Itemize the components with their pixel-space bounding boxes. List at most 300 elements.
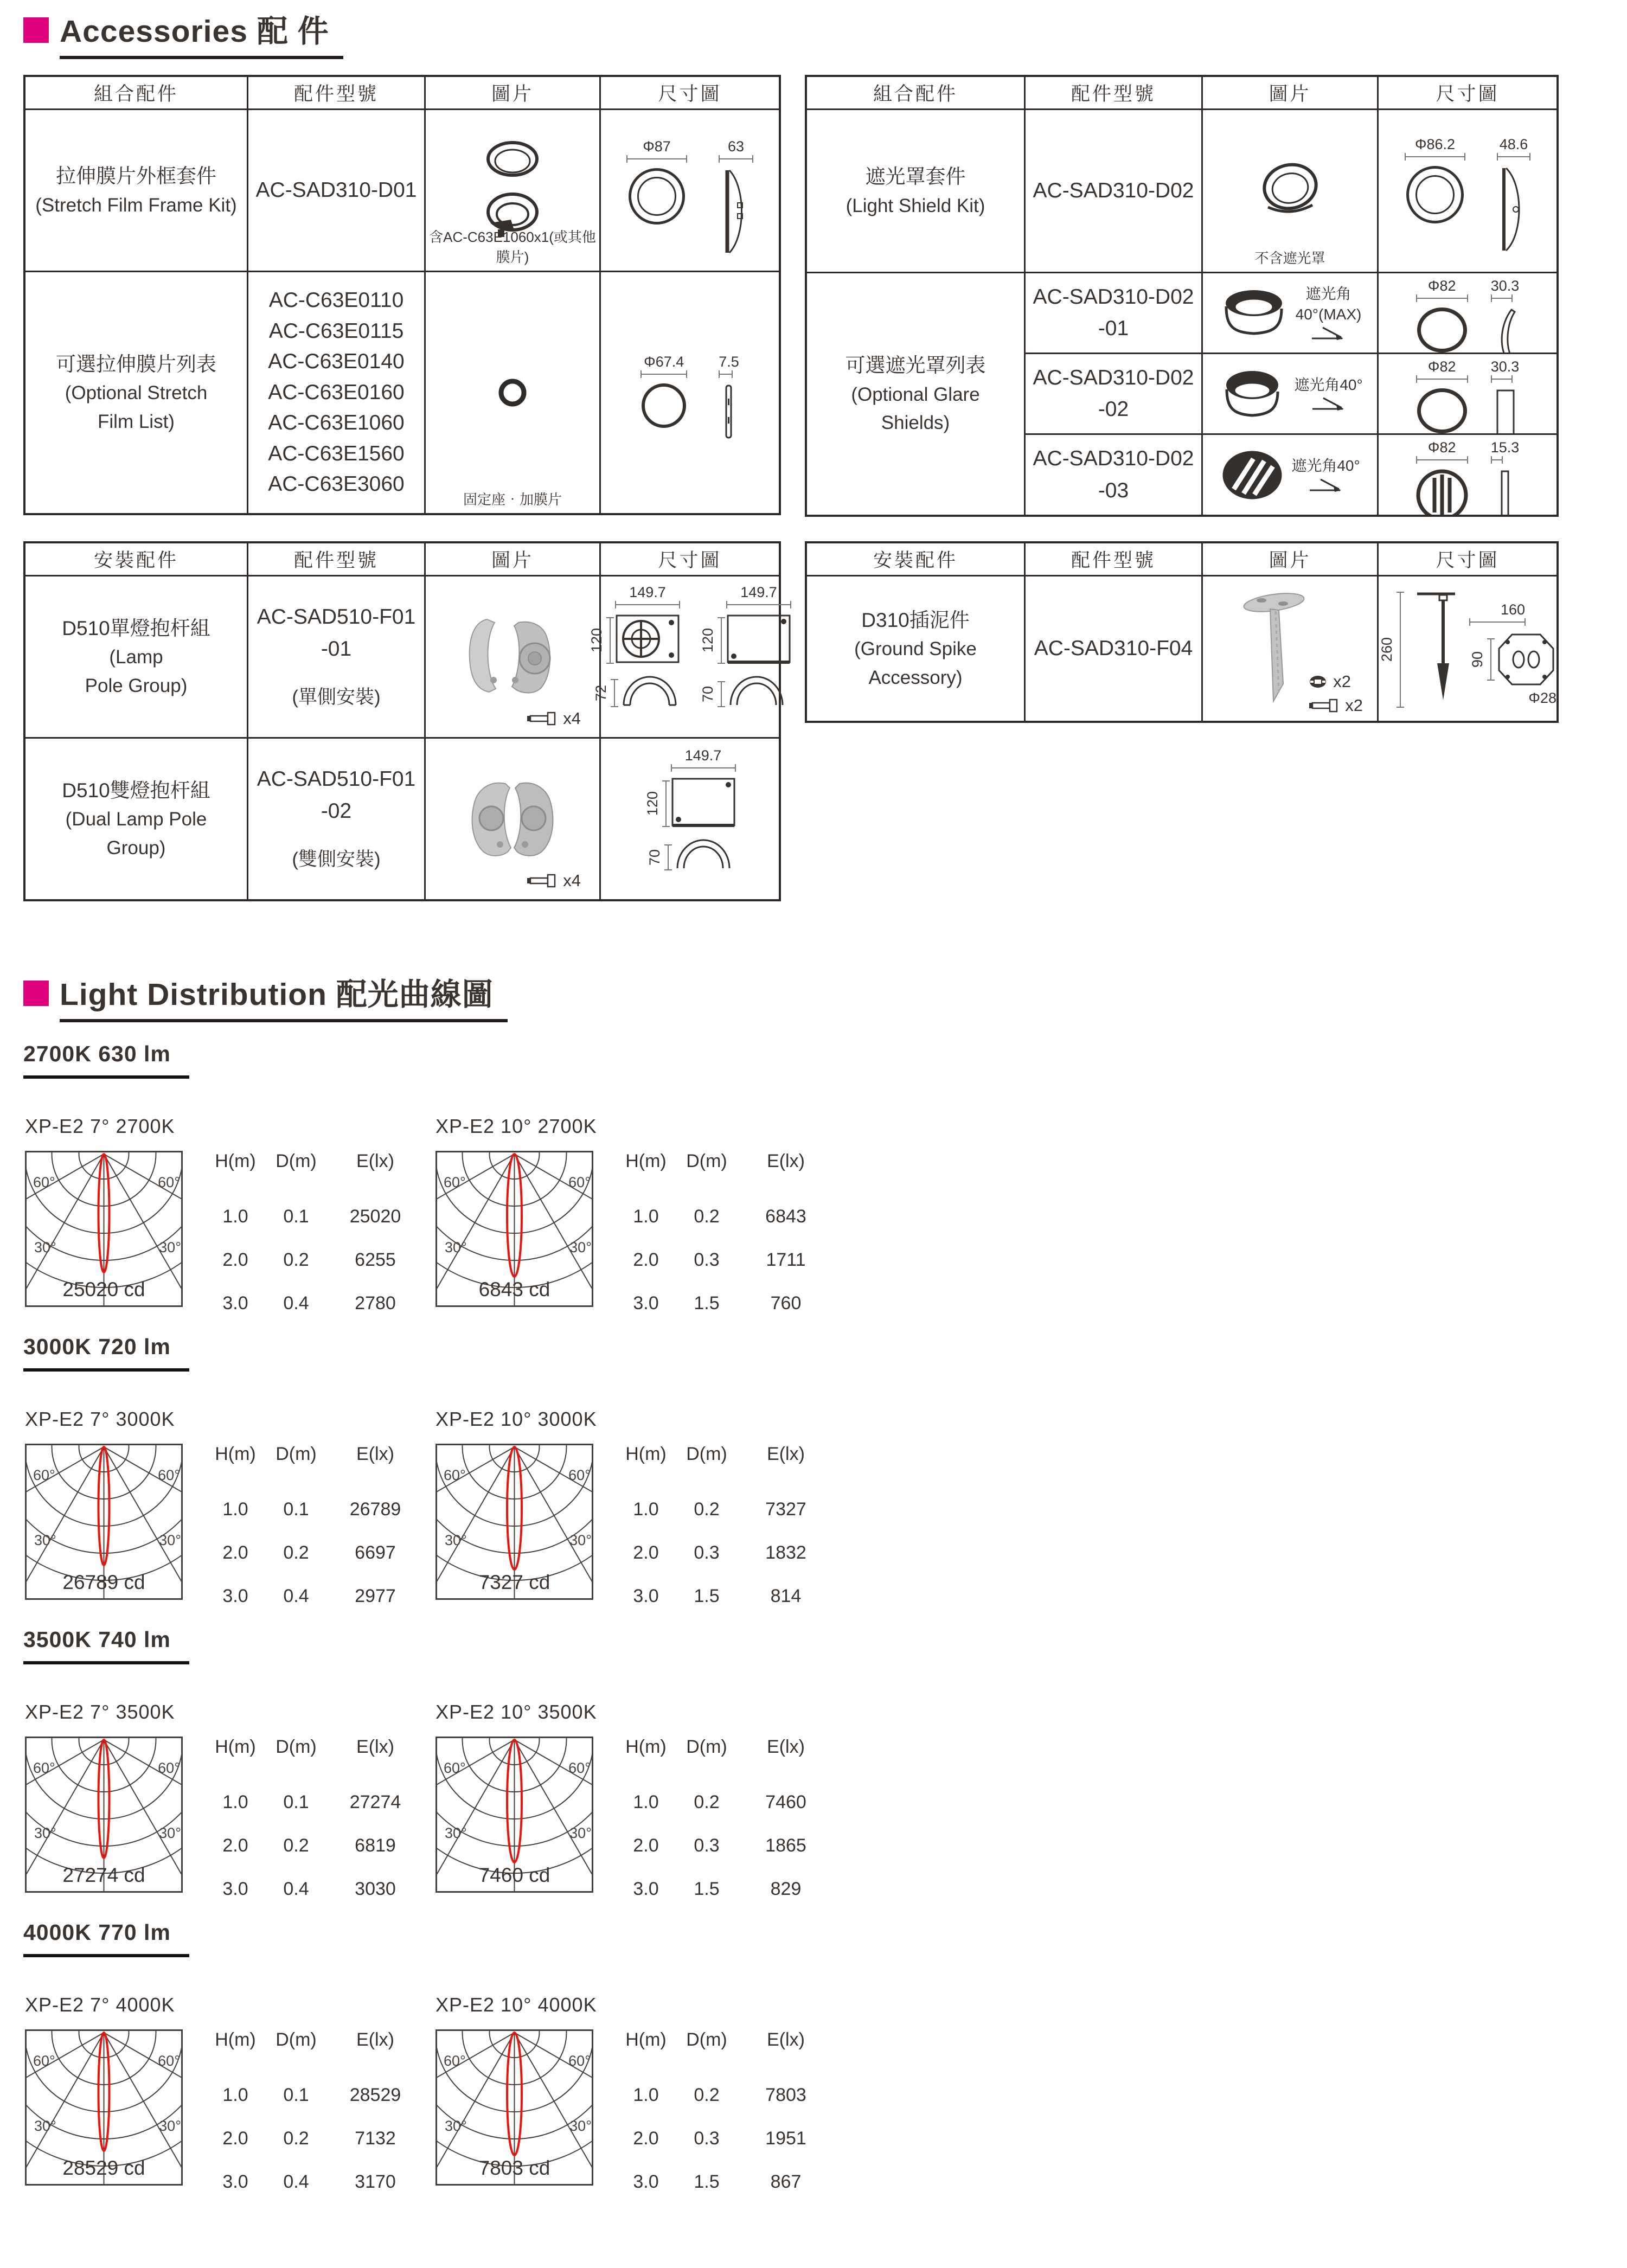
lux-table	[205, 1444, 437, 1668]
model-suffix: -02	[1098, 398, 1129, 421]
model-cell	[1026, 354, 1201, 433]
front-view-dim	[1416, 358, 1468, 433]
lux-value: 1865	[765, 1835, 806, 1856]
photo-note: 固定座‧加膜片	[463, 491, 562, 508]
lux-col-header: D(m)	[276, 2029, 317, 2050]
lux-value: 6819	[355, 1835, 396, 1856]
dim-label: 120	[644, 791, 661, 816]
dim-label: 260	[1379, 637, 1395, 662]
lux-table-row	[616, 1293, 848, 1314]
dim-label: 70	[646, 849, 663, 866]
model-number: AC-SAD310-D02	[1033, 366, 1194, 389]
lux-value: 0.2	[283, 1542, 309, 1563]
lux-table-header	[616, 1737, 848, 1758]
screw-qty	[1308, 696, 1363, 715]
qty-label: x2	[1333, 672, 1351, 691]
dims-cell	[1379, 110, 1556, 272]
accessory-name-en: Film List)	[98, 411, 175, 432]
lux-col-header: E(lx)	[767, 2029, 805, 2050]
lux-value: 3.0	[633, 2171, 659, 2192]
dims-cell	[1379, 273, 1556, 353]
photo-cell	[1203, 435, 1377, 515]
peak-candela-label: 7327 cd	[478, 1571, 550, 1593]
lux-col-header: E(lx)	[356, 1444, 394, 1464]
peak-candela-label: 26789 cd	[62, 1571, 145, 1593]
light-title-zh: 配光曲線圖	[336, 977, 494, 1012]
arc-profile-dim	[593, 674, 680, 707]
model-cell	[248, 739, 424, 899]
lux-table-header	[616, 2029, 848, 2051]
lux-value: 2.0	[222, 2128, 248, 2149]
lux-col-header: H(m)	[625, 2029, 667, 2050]
lux-col-header: D(m)	[276, 1151, 317, 1171]
polar-chart	[435, 1444, 593, 1600]
accessory-name-zh: 可選拉伸膜片列表	[56, 353, 216, 375]
front-view-dim	[1416, 439, 1468, 515]
dim-label: Φ82	[1427, 278, 1456, 294]
peak-candela-label: 7460 cd	[478, 1864, 550, 1886]
lux-value: 2780	[355, 1293, 396, 1314]
front-view-drawing	[1417, 388, 1467, 433]
lux-value: 1951	[765, 2128, 806, 2149]
dim-label: 149.7	[629, 584, 666, 600]
peak-candela-label: 28529 cd	[62, 2157, 145, 2179]
accessories-title-zh: 配 件	[257, 14, 329, 49]
lux-value: 1.0	[222, 1792, 248, 1812]
model-number: AC-SAD310-D02	[1033, 285, 1194, 309]
chart-title: XP-E2 7° 3000K	[25, 1408, 175, 1430]
lux-col-header: H(m)	[625, 1151, 667, 1171]
dim-label: 70	[700, 685, 716, 703]
qty-label: x4	[563, 871, 581, 890]
clamp-photo	[456, 611, 569, 703]
lux-value: 0.2	[283, 1835, 309, 1856]
lux-col-header: E(lx)	[767, 1151, 805, 1171]
lux-value: 1.0	[222, 2085, 248, 2105]
lux-table-header	[205, 1737, 437, 1758]
accessory-name-en: Group)	[106, 837, 166, 858]
lux-table-row	[205, 1293, 437, 1314]
qty-label: x2	[1345, 696, 1363, 715]
angle-label: 60°	[568, 1467, 591, 1483]
lux-table-row	[616, 1879, 848, 1900]
peak-candela-label: 7803 cd	[478, 2157, 550, 2179]
lux-value: 1.5	[694, 2171, 720, 2192]
nut-icon	[1308, 675, 1328, 689]
side-view-dim	[719, 138, 753, 271]
lux-value: 27274	[349, 1792, 401, 1812]
lux-value: 0.4	[283, 1293, 309, 1314]
lux-value: 0.2	[694, 1499, 720, 1520]
arc-profile-drawing	[619, 674, 680, 707]
side-view-dim	[1497, 136, 1530, 272]
accent-square-icon	[23, 17, 49, 43]
lux-value: 0.3	[694, 1835, 720, 1856]
column-header: 尺寸圖	[601, 77, 779, 108]
lux-value: 2.0	[222, 1835, 248, 1856]
column-header: 組合配件	[807, 77, 1024, 108]
lux-value: 814	[770, 1586, 802, 1606]
front-view-dim	[1405, 136, 1465, 272]
side-view-dim	[1491, 358, 1520, 433]
light-chart-unit	[435, 1115, 848, 1375]
front-view-drawing	[1406, 166, 1464, 223]
model-cell	[248, 110, 424, 271]
angle-label: 30°	[445, 1825, 467, 1841]
angle-label: 60°	[568, 1760, 591, 1776]
screw-qty	[526, 871, 581, 890]
lux-value: 0.2	[694, 1792, 720, 1812]
accessory-name-en: (Dual Lamp Pole	[65, 809, 207, 830]
model-number: AC-SAD310-D02	[1033, 447, 1194, 470]
front-view-dim	[1416, 278, 1468, 353]
qty-label: x4	[563, 709, 581, 728]
dim-label: Φ67.4	[644, 354, 684, 370]
lux-value: 2.0	[222, 1250, 248, 1270]
lux-value: 0.1	[283, 1499, 309, 1520]
accessory-name-cell	[807, 576, 1024, 721]
arc-profile-dim	[646, 837, 734, 870]
dim-label: Φ82	[1427, 358, 1456, 375]
angle-label: 30°	[569, 2118, 592, 2134]
lux-table-row	[205, 1206, 437, 1227]
accessory-name-cell	[25, 576, 247, 737]
angle-label: 30°	[34, 1825, 56, 1841]
top-view-dim	[700, 584, 791, 664]
lux-value: 7327	[765, 1499, 806, 1520]
lux-value: 6255	[355, 1250, 396, 1270]
column-header: 組合配件	[25, 77, 247, 108]
angle-label: 60°	[33, 1467, 55, 1483]
dims-cell	[1379, 435, 1556, 515]
model-number: AC-C63E1560	[268, 441, 405, 465]
lux-table	[205, 1151, 437, 1375]
model-number: AC-C63E0110	[268, 289, 404, 312]
lux-value: 0.3	[694, 1250, 720, 1270]
lux-value: 0.4	[283, 1586, 309, 1606]
lux-table-row	[616, 1206, 848, 1227]
lux-value: 1711	[766, 1250, 806, 1270]
dim-label: Φ86.2	[1414, 136, 1456, 152]
model-suffix: -02	[321, 799, 352, 823]
front-view-dim	[626, 138, 687, 271]
lux-value: 1.5	[694, 1293, 720, 1314]
lux-col-header: D(m)	[276, 1737, 317, 1757]
arc-profile-drawing	[673, 837, 734, 870]
polar-chart	[25, 1151, 183, 1307]
polar-chart	[435, 2029, 593, 2186]
lux-table-row	[205, 1586, 437, 1607]
lux-value: 0.2	[283, 2128, 309, 2149]
lux-table-header	[616, 1444, 848, 1465]
dim-label: 120	[588, 628, 605, 653]
lux-value: 867	[770, 2171, 802, 2192]
light-chart-unit	[25, 1994, 437, 2254]
column-header: 尺寸圖	[1379, 77, 1556, 108]
accessory-name-en: Shields)	[881, 412, 950, 434]
lux-col-header: E(lx)	[356, 2029, 394, 2050]
screw-icon	[1308, 697, 1340, 714]
lux-value: 3.0	[222, 2171, 248, 2192]
lux-table	[205, 2029, 437, 2254]
dim-label: 7.5	[719, 354, 739, 370]
lux-table-row	[616, 1835, 848, 1856]
photo-cell	[1203, 110, 1377, 272]
clamp-top-drawing	[615, 614, 680, 664]
screw-icon	[526, 710, 558, 727]
column-header: 圖片	[426, 77, 599, 108]
accessory-name-zh: 遮光罩套件	[865, 165, 966, 188]
film-ring-photo	[497, 377, 528, 408]
accessory-name-en: Accessory)	[868, 667, 963, 688]
front-view-drawing	[642, 383, 686, 428]
lux-value: 0.2	[694, 1206, 720, 1227]
side-view-drawing	[1493, 307, 1517, 353]
cct-heading: 3000K 720 lm	[23, 1334, 189, 1372]
angle-label: 60°	[158, 1760, 180, 1776]
arc-profile-dim	[700, 674, 787, 707]
model-number: AC-SAD510-F01	[257, 605, 416, 629]
side-view-drawing	[723, 168, 749, 255]
accessory-name-en: (Lamp	[109, 646, 163, 668]
glare-shield-photo-02	[1217, 368, 1287, 420]
lux-value: 1.0	[633, 1206, 659, 1227]
angle-arrow-icon	[1311, 396, 1346, 412]
angle-label: 60°	[444, 2053, 466, 2069]
dims-cell	[588, 576, 779, 737]
lux-col-header: D(m)	[686, 2029, 727, 2050]
lux-value: 3.0	[633, 1879, 659, 1899]
dims-cell	[1379, 576, 1556, 721]
dims-cell	[601, 272, 779, 513]
lux-table-header	[616, 1151, 848, 1172]
lux-col-header: H(m)	[625, 1737, 667, 1757]
lux-col-header: E(lx)	[356, 1737, 394, 1757]
angle-label: 60°	[33, 1760, 55, 1776]
light-chart-unit	[435, 1408, 848, 1668]
lux-col-header: H(m)	[625, 1444, 667, 1464]
accessories-title-en: Accessories	[60, 14, 248, 49]
lux-value: 1.0	[633, 1792, 659, 1812]
angle-label: 60°	[158, 2053, 180, 2069]
lux-table-row	[616, 1250, 848, 1271]
dims-cell	[601, 739, 779, 899]
lux-table	[205, 1737, 437, 1961]
lux-table-row	[616, 1499, 848, 1520]
lux-table-row	[616, 2171, 848, 2193]
lux-value: 0.4	[283, 2171, 309, 2192]
cct-heading: 3500K 740 lm	[23, 1627, 189, 1664]
lux-col-header: H(m)	[215, 2029, 256, 2050]
shading-angle-text: 遮光角40°	[1294, 376, 1363, 393]
lux-table-row	[205, 1250, 437, 1271]
column-header: 尺寸圖	[601, 543, 779, 575]
light-chart-unit	[435, 1701, 848, 1961]
lux-col-header: H(m)	[215, 1444, 256, 1464]
lux-value: 0.1	[283, 2085, 309, 2105]
photo-cell	[426, 272, 599, 513]
model-cell	[1026, 435, 1201, 515]
accent-square-icon	[23, 981, 49, 1006]
lux-table-row	[205, 1879, 437, 1900]
shading-angle-note	[1294, 375, 1362, 412]
model-number: AC-C63E0115	[268, 319, 404, 343]
accessory-name-cell	[25, 739, 247, 899]
chart-title: XP-E2 10° 4000K	[435, 1994, 597, 2016]
lux-table-row	[616, 1542, 848, 1564]
accessory-name-en: (Optional Glare	[851, 383, 980, 405]
chart-title: XP-E2 10° 3500K	[435, 1701, 597, 1723]
lux-value: 1.5	[694, 1879, 720, 1899]
model-cell	[1026, 576, 1201, 721]
dims-cell	[1379, 354, 1556, 433]
angle-label: 30°	[569, 1239, 592, 1255]
lux-value: 2.0	[633, 1835, 659, 1856]
lux-table-row	[616, 1792, 848, 1813]
side-view-dim	[1491, 278, 1520, 353]
lux-value: 760	[770, 1293, 802, 1314]
lux-value: 7460	[765, 1792, 806, 1812]
angle-label: 30°	[569, 1532, 592, 1548]
angle-label: 60°	[568, 2053, 591, 2069]
accessories-section-title	[23, 16, 343, 59]
lux-value: 0.1	[283, 1792, 309, 1812]
frame-ring-photo	[479, 137, 546, 184]
shading-angle-note	[1296, 284, 1362, 342]
angle-label: 60°	[33, 2053, 55, 2069]
chart-title: XP-E2 7° 4000K	[25, 1994, 175, 2016]
lux-value: 2.0	[222, 1542, 248, 1563]
lux-value: 26789	[349, 1499, 401, 1520]
chart-title: XP-E2 7° 2700K	[25, 1115, 175, 1137]
model-number: AC-SAD310-D01	[255, 178, 417, 202]
lux-value: 2.0	[633, 1250, 659, 1270]
polar-chart	[25, 1737, 183, 1893]
lux-table-row	[616, 2128, 848, 2149]
dim-label: 72	[593, 684, 609, 702]
lux-col-header: D(m)	[686, 1737, 727, 1757]
cct-heading: 4000K 770 lm	[23, 1920, 189, 1957]
lux-table-row	[616, 2085, 848, 2106]
model-suffix: -01	[321, 637, 352, 661]
column-header: 圖片	[1203, 543, 1377, 575]
lux-table	[616, 1737, 848, 1961]
lux-table-row	[205, 2171, 437, 2193]
lux-value: 3.0	[222, 1293, 248, 1314]
model-number: AC-C63E0140	[268, 350, 405, 374]
light-distribution-section-title	[23, 979, 508, 1022]
mount-accessories-table-left	[23, 541, 781, 901]
lux-col-header: H(m)	[215, 1737, 256, 1757]
plate-dim	[1469, 601, 1556, 707]
lux-value: 1832	[765, 1542, 806, 1563]
model-number: AC-SAD310-D02	[1033, 178, 1194, 202]
lux-table-row	[205, 1835, 437, 1856]
photo-cell	[1203, 354, 1377, 433]
combo-accessories-table-right	[805, 75, 1559, 517]
angle-label: 30°	[159, 1825, 181, 1841]
lux-value: 0.4	[283, 1879, 309, 1899]
lux-value: 3.0	[222, 1879, 248, 1899]
angle-label: 30°	[445, 1239, 467, 1255]
side-view-drawing	[1500, 166, 1528, 253]
combo-accessories-table-left	[23, 75, 781, 515]
cct-heading: 2700K 630 lm	[23, 1041, 189, 1079]
polar-chart	[25, 2029, 183, 2186]
lux-value: 3.0	[633, 1586, 659, 1606]
light-title-en: Light Distribution	[60, 977, 327, 1012]
lux-col-header: H(m)	[215, 1151, 256, 1171]
lux-value: 0.3	[694, 2128, 720, 2149]
lux-value: 0.3	[694, 1542, 720, 1563]
front-view-drawing	[629, 168, 685, 225]
side-view-dim	[719, 354, 739, 513]
shading-angle-note	[1291, 456, 1360, 493]
lux-value: 0.2	[283, 1250, 309, 1270]
lux-value: 28529	[349, 2085, 401, 2105]
angle-label: 30°	[34, 2118, 56, 2134]
screw-icon	[526, 872, 558, 889]
dim-label: 30.3	[1490, 358, 1520, 375]
lux-value: 3170	[355, 2171, 396, 2192]
lux-value: 2.0	[633, 1542, 659, 1563]
accessory-name-en: (Ground Spike	[854, 638, 977, 660]
lux-value: 25020	[349, 1206, 401, 1227]
photo-cell	[426, 576, 599, 737]
angle-label: 60°	[444, 1760, 466, 1776]
dim-label: Φ82	[1427, 439, 1456, 456]
angle-label: 30°	[445, 1532, 467, 1548]
lux-value: 2.0	[633, 2128, 659, 2149]
front-view-drawing	[1417, 307, 1467, 353]
accessory-name-zh: 拉伸膜片外框套件	[56, 165, 216, 187]
dim-label: 160	[1500, 601, 1526, 618]
lux-value: 1.0	[222, 1499, 248, 1520]
lux-table	[616, 1444, 848, 1668]
column-header: 安裝配件	[25, 543, 247, 575]
dim-label: 30.3	[1490, 278, 1520, 294]
angle-arrow-icon	[1311, 325, 1346, 342]
shading-angle-text: 遮光角	[1305, 285, 1351, 302]
polar-chart	[435, 1151, 593, 1307]
polar-chart	[25, 1444, 183, 1600]
accessory-name-zh: D510單燈抱杆組	[62, 617, 210, 639]
angle-label: 30°	[159, 1532, 181, 1548]
accessory-name-cell	[807, 110, 1024, 272]
angle-label: 30°	[159, 1239, 181, 1255]
model-suffix: -03	[1098, 478, 1129, 502]
mount-type-note: (單側安裝)	[292, 687, 381, 708]
lux-table-row	[616, 1586, 848, 1607]
lux-value: 0.1	[283, 1206, 309, 1227]
column-header: 配件型號	[248, 543, 424, 575]
lux-table-header	[205, 1444, 437, 1465]
model-cell	[1026, 273, 1201, 353]
model-cell	[248, 576, 424, 737]
accessory-name-zh: 可選遮光罩列表	[845, 354, 986, 377]
top-view-dim	[644, 747, 736, 827]
lux-table-header	[205, 2029, 437, 2051]
lux-table-row	[205, 1499, 437, 1520]
lux-value: 1.0	[633, 2085, 659, 2105]
accessory-name-en: Pole Group)	[85, 675, 188, 696]
dim-label: 90	[1469, 651, 1485, 668]
hardware-qty	[1308, 672, 1363, 715]
light-shield-photo	[1252, 159, 1329, 222]
photo-note: 含AC-C63E1060x1(或其他膜片)	[429, 229, 596, 265]
lux-table-header	[205, 1151, 437, 1172]
column-header: 圖片	[426, 543, 599, 575]
